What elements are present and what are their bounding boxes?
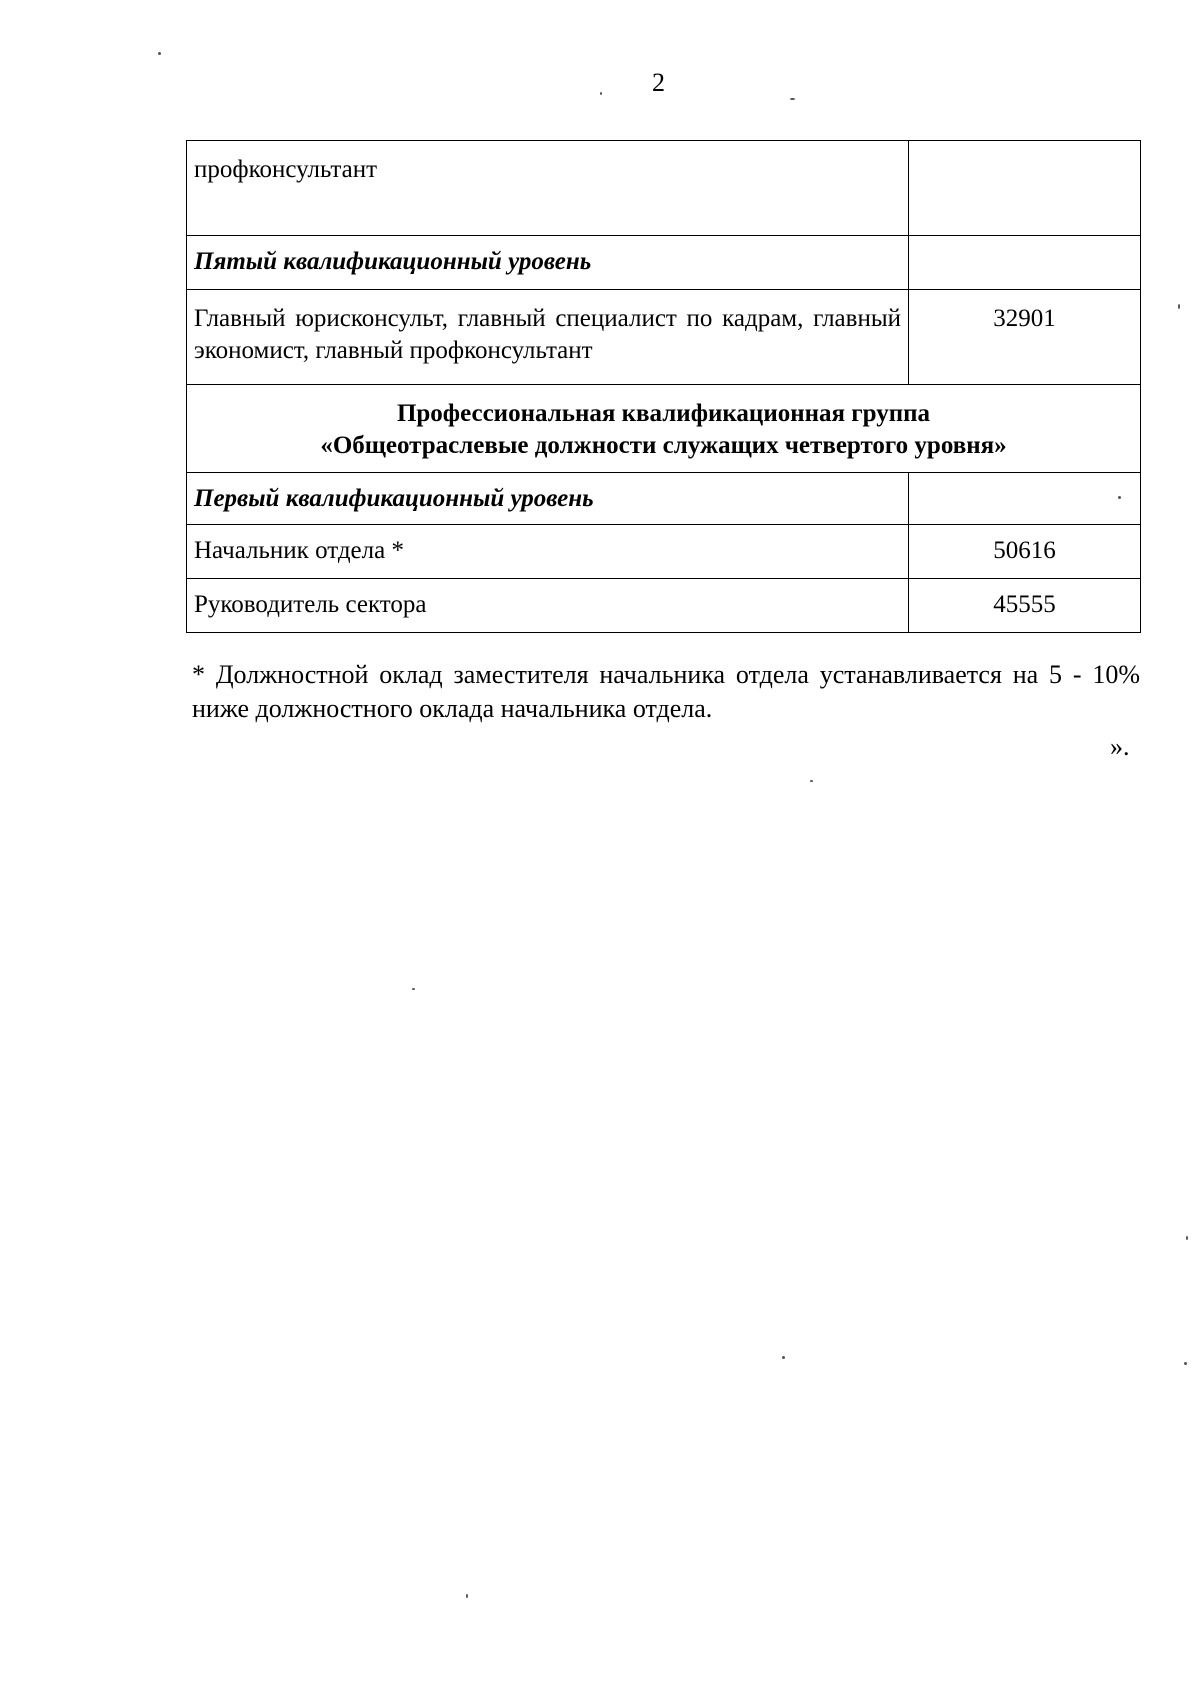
qualification-level-title: Пятый квалификационный уровень — [187, 236, 909, 290]
scan-speck — [412, 988, 415, 990]
salary-cell: 32901 — [909, 290, 1141, 385]
footnote: * Должностной оклад заместителя начальника отдела устанавливается на 5 - 10% ниже должностного оклада начальника отдела. — [192, 660, 1140, 723]
salary-cell — [909, 141, 1141, 236]
scan-speck — [466, 1594, 468, 1598]
salary-table — [186, 140, 1141, 633]
table-row — [187, 385, 1141, 473]
table-row — [187, 525, 1141, 579]
scan-speck — [1178, 304, 1180, 309]
group-header-line: «Общеотраслевые должности служащих четвертого уровня» — [320, 432, 1007, 459]
table-row — [187, 290, 1141, 385]
table-row — [187, 236, 1141, 290]
position-name-cell: Главный юрисконсульт, главный специалист по кадрам, главный экономист, главный профконсультант — [187, 290, 909, 385]
position-name-cell: Руководитель сектора — [187, 579, 909, 633]
table-row — [187, 579, 1141, 633]
page-number: 2 — [652, 68, 665, 97]
position-name-cell: профконсультант — [187, 141, 909, 236]
scan-speck — [790, 98, 795, 100]
table-row — [187, 473, 1141, 525]
position-name-cell: Начальник отдела * — [187, 525, 909, 579]
qualification-level-title: Первый квалификационный уровень — [187, 473, 909, 525]
scan-speck — [600, 92, 602, 95]
scan-speck — [1184, 1362, 1187, 1365]
scan-speck — [782, 1356, 785, 1359]
salary-cell — [909, 473, 1141, 525]
group-header-line: Профессиональная квалификационная группа — [396, 400, 931, 427]
salary-cell — [909, 236, 1141, 290]
salary-cell: 50616 — [909, 525, 1141, 579]
salary-cell: 45555 — [909, 579, 1141, 633]
qualification-group-header — [187, 385, 1141, 473]
scan-speck — [810, 780, 813, 782]
scan-speck — [1118, 496, 1121, 499]
closing-quote-mark: ». — [1110, 732, 1130, 761]
table-row — [187, 141, 1141, 236]
scan-speck — [1186, 1236, 1188, 1240]
scan-speck — [158, 52, 161, 55]
